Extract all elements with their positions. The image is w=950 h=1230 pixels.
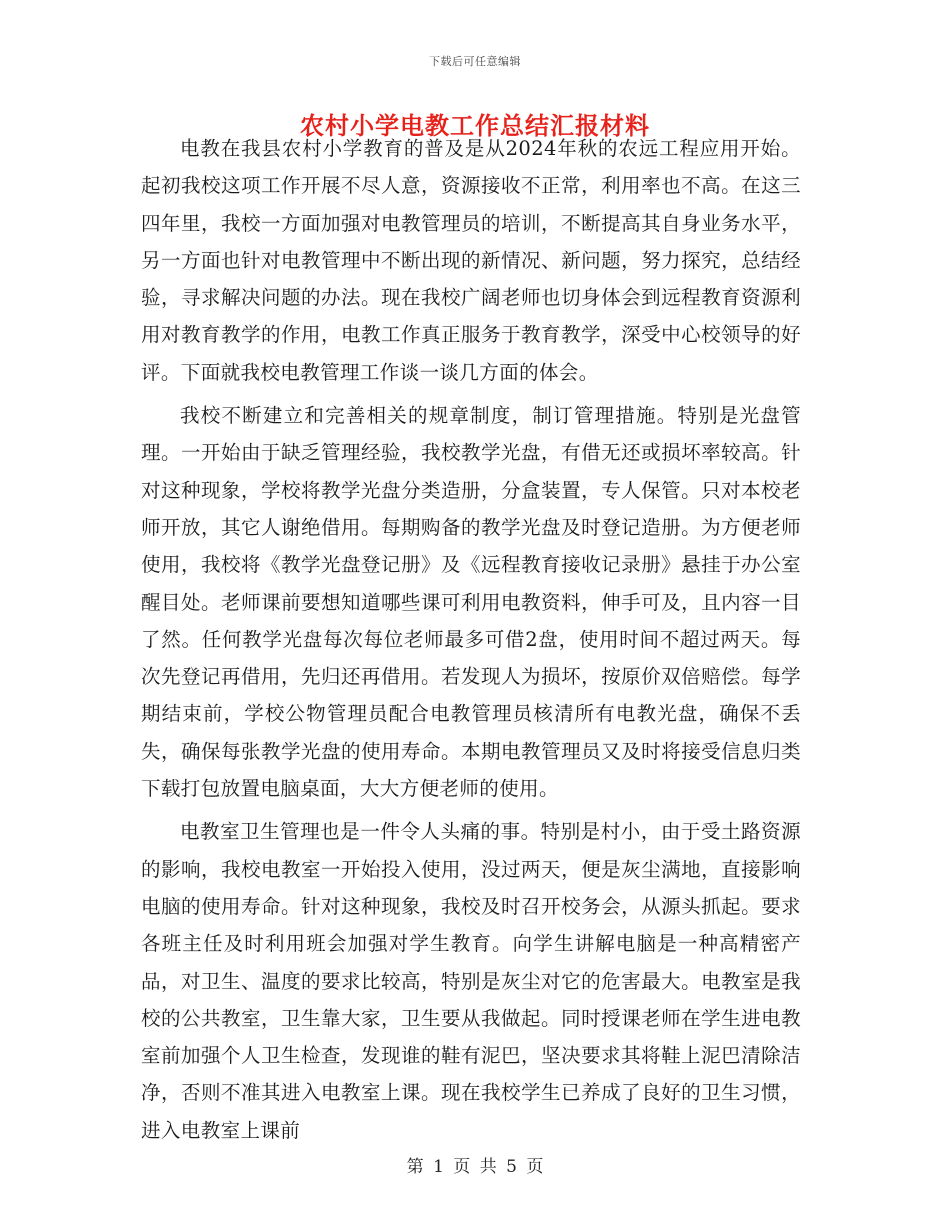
document-title: 农村小学电教工作总结汇报材料 — [300, 111, 650, 140]
page-number: 第 1 页 共 5 页 — [406, 1157, 544, 1177]
paragraph: 电教室卫生管理也是一件令人头痛的事。特别是村小，由于受土路资源的影响，我校电教室一开始投入使用，没过两天，便是灰尘满地，直接影响电脑的使用寿命。针对这种现象，我校及时召开校务会，从源头抓起。要求各班主任及时利用班会加强对学生教育。向学生讲解电脑是一种高精密产品，对卫生、温度的要求比较高，特别是灰尘对它的危害最大。电教室是我校的公共教室，卫生靠大家，卫生要从我做起。同时授课老师在学生进电教室前加强个人卫生检查，发现谁的鞋有泥巴，坚决要求其将鞋上泥巴清除洁净，否则不准其进入电教室上课。现在我校学生已养成了良好的卫生习惯，进入电教室上课前 — [141, 820, 801, 1142]
document-body — [141, 130, 801, 1155]
paragraph: 电教在我县农村小学教育的普及是从2024年秋的农远工程应用开始。起初我校这项工作开展不尽人意，资源接收不正常，利用率也不高。在这三四年里，我校一方面加强对电教管理员的培训，不断提高其自身业务水平，另一方面也针对电教管理中不断出现的新情况、新问题，努力探究，总结经验，寻求解决问题的办法。现在我校广阔老师也切身体会到远程教育资源利用对教育教学的作用，电教工作真正服务于教育教学，深受中心校领导的好评。下面就我校电教管理工作谈一谈几方面的体会。 — [141, 137, 801, 384]
page-header-note: 下载后可任意编辑 — [429, 55, 521, 68]
paragraph: 我校不断建立和完善相关的规章制度，制订管理措施。特别是光盘管理。一开始由于缺乏管理经验，我校教学光盘，有借无还或损坏率较高。针对这种现象，学校将教学光盘分类造册，分盒装置，专人保管。只对本校老师开放，其它人谢绝借用。每期购备的教学光盘及时登记造册。为方便老师使用，我校将《教学光盘登记册》及《远程教育接收记录册》悬挂于办公室醒目处。老师课前要想知道哪些课可利用电教资料，伸手可及，且内容一目了然。任何教学光盘每次每位老师最多可借2盘，使用时间不超过两天。每次先登记再借用，先归还再借用。若发现人为损坏，按原价双倍赔偿。每学期结束前，学校公物管理员配合电教管理员核清所有电教光盘，确保不丢失，确保每张教学光盘的使用寿命。本期电教管理员又及时将接受信息归类下载打包放置电脑桌面，大大方便老师的使用。 — [141, 404, 801, 801]
